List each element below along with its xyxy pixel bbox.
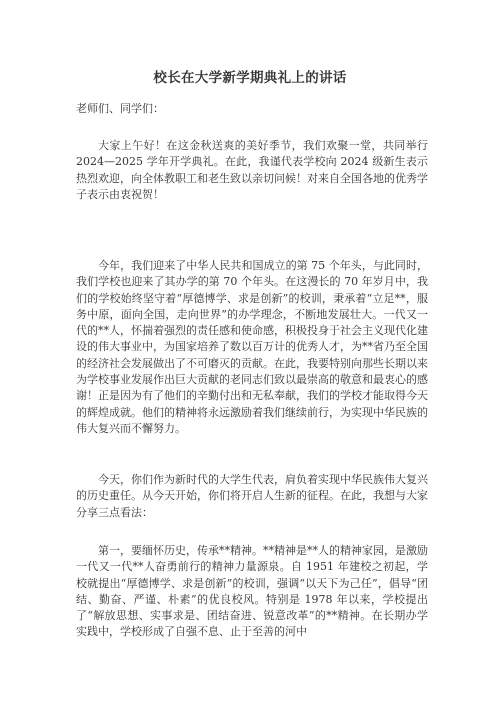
paragraph-opening: 大家上午好！在这金秋送爽的美好季节，我们欢聚一堂，共同举行 2024—2025 学年开学典礼。在此，我谨代表学校向 2024 级新生表示热烈欢迎，向全体教职工和老生致以亲切问候！对来自全国各地的优秀学子表示由衷祝贺！ xyxy=(76,139,428,201)
paragraph-mission: 今天，你们作为新时代的大学生代表，肩负着实现中华民族伟大复兴的历史重任。从今天开始，你们将开启人生新的征程。在此，我想与大家分享三点看法： xyxy=(76,473,428,519)
paragraph-point-one: 第一，要缅怀历史，传承**精神。**精神是**人的精神家园，是激励一代又一代**人奋勇前行的精神力量源泉。自 1951 年建校之初起，学校就提出“厚德博学、求是创新”的校训，强调“以天下为己任”，倡导“团结、勤奋、严谨、朴素”的优良校风。特别是 1978 年以来，学校提出了“解放思想、实事求是、团结奋进、锐意改革”的**精神。在长期办学实践中，学校形成了自强不息、止于至善的河中 xyxy=(76,544,428,639)
salutation: 老师们、同学们： xyxy=(76,102,164,115)
document-title: 校长在大学新学期典礼上的讲话 xyxy=(153,70,347,86)
paragraph-history: 今年，我们迎来了中华人民共和国成立的第 75 个年头，与此同时，我们学校也迎来了其办学的第 70 个年头。在这漫长的 70 年岁月中，我们的学校始终坚守着“厚德博学、求是创新”的校训，秉承着“立足**，服务中原，面向全国，走向世界”的办学理念，不断地发展壮大。一代又一代的**人，怀揣着强烈的责任感和使命感，积极投身于社会主义现代化建设的伟大事业中，为国家培养了数以百万计的优秀人才，为**省乃至全国的经济社会发展做出了不可磨灭的贡献。在此，我要特别向那些长期以来为学校事业发展作出巨大贡献的老同志们致以最崇高的敬意和最衷心的感谢！正是因为有了他们的辛勤付出和无私奉献，我们的学校才能取得今天的辉煌成就。他们的精神将永远激励着我们继续前行，为实现中华民族的伟大复兴而不懈努力。 xyxy=(76,259,428,435)
